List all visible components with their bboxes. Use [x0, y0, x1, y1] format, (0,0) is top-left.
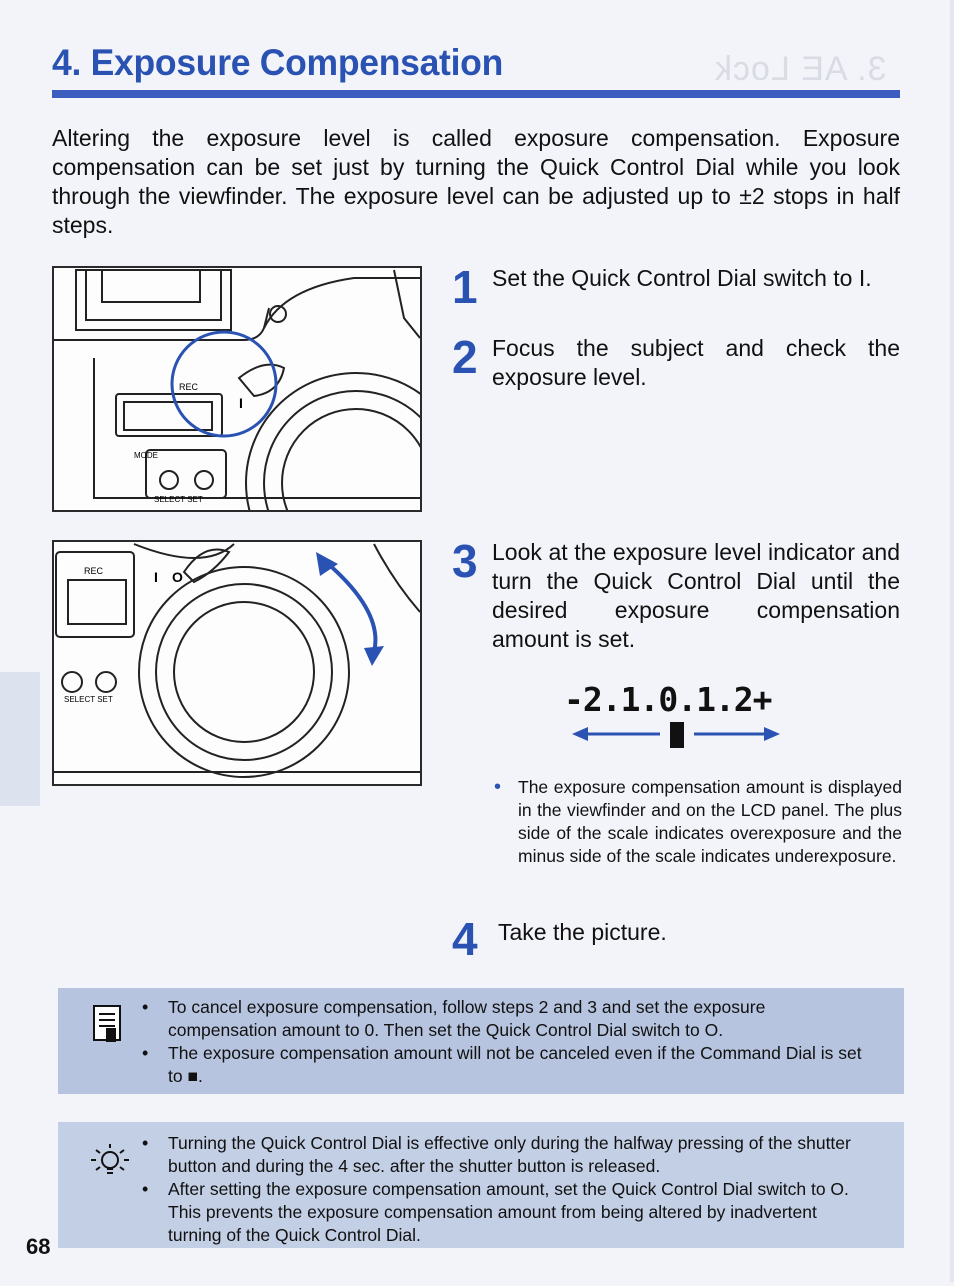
camera-figure-bottom — [52, 540, 422, 786]
camera-illustration-top — [54, 268, 420, 510]
fig2-switch-off-label: O — [172, 569, 183, 585]
step-2-text: Focus the subject and check the exposure level. — [492, 335, 900, 390]
fig2-select-set-label: SELECT SET — [64, 695, 113, 704]
step-4-text: Take the picture. — [498, 919, 667, 945]
note-item-text: To cancel exposure compensation, follow steps 2 and 3 and set the exposure compensation amount to 0. Then set the Quick Control Dial switch to O. — [168, 997, 766, 1040]
side-tab — [0, 672, 40, 806]
note-list — [142, 996, 874, 1088]
step-3-number: 3 — [452, 535, 478, 587]
note-item: • To cancel exposure compensation, follow steps 2 and 3 and set the exposure compensation amount to 0. Then set the Quick Control Dial switch to O. — [142, 997, 766, 1040]
step-4-number: 4 — [452, 913, 478, 965]
tip-item-text: After setting the exposure compensation amount, set the Quick Control Dial switch to O. This prevents the exposure compensation amount from being altered by inadvertent turning of the Quick Control Dial. — [168, 1179, 849, 1245]
bleed-through-text: 3. AE Lock — [714, 50, 887, 88]
tips-list — [142, 1132, 874, 1247]
fig2-rec-label: REC — [84, 566, 104, 576]
step-1-number: 1 — [452, 261, 478, 313]
intro-paragraph: Altering the exposure level is called exposure compensation. Exposure compensation can be set just by turning the Quick Control Dial while you look through the viewfinder. The exposure level can be adjusted up to ±2 stops in half steps. — [52, 125, 900, 238]
fig1-rec-label: REC — [179, 382, 199, 392]
camera-figure-top — [52, 266, 422, 512]
tips-box — [58, 1122, 904, 1248]
step-2-number: 2 — [452, 331, 478, 383]
step-1-text: Set the Quick Control Dial switch to I. — [492, 265, 872, 291]
scale-explanation — [494, 776, 902, 868]
step-3-text: Look at the exposure level indicator and turn the Quick Control Dial until the desired exposure compensation amount is set. — [492, 539, 900, 652]
note-box — [58, 988, 904, 1094]
scale-explanation-text: The exposure compensation amount is displayed in the viewfinder and on the LCD panel. The plus side of the scale indicates overexposure and the minus side of the scale indicates underexposure. — [518, 777, 902, 866]
note-item: • The exposure compensation amount will not be canceled even if the Command Dial is set to ■. — [142, 1043, 862, 1086]
tip-item: • After setting the exposure compensation amount, set the Quick Control Dial switch to O. This prevents the exposure compensation amount from being altered by inadvertent turning of the Quick Control Dial. — [142, 1179, 849, 1245]
note-item-text: The exposure compensation amount will not be canceled even if the Command Dial is set to ■. — [168, 1043, 862, 1086]
tip-item: • Turning the Quick Control Dial is effective only during the halfway pressing of the shutter button and during the 4 sec. after the shutter button is released. — [142, 1133, 851, 1176]
camera-illustration-bottom — [54, 542, 420, 784]
fig2-switch-on-label: I — [154, 569, 158, 585]
page-number: 68 — [26, 1234, 51, 1259]
scale-indicator-mark — [670, 722, 684, 748]
fig1-mode-label: MODE — [134, 451, 158, 460]
fig1-switch-on-label: I — [239, 395, 243, 411]
fig1-select-set-label: SELECT SET — [154, 495, 203, 504]
tip-item-text: Turning the Quick Control Dial is effective only during the halfway pressing of the shutter button and during the 4 sec. after the shutter button is released. — [168, 1133, 851, 1176]
scale-arrows — [572, 720, 792, 750]
lightbulb-icon — [88, 1142, 132, 1182]
memo-icon — [92, 1004, 126, 1044]
exposure-scale: -2.1.0.1.2+ — [564, 680, 772, 719]
bullet-dot: • — [494, 776, 502, 798]
page-title: 4. Exposure Compensation — [52, 42, 504, 83]
title-rule — [52, 90, 900, 98]
